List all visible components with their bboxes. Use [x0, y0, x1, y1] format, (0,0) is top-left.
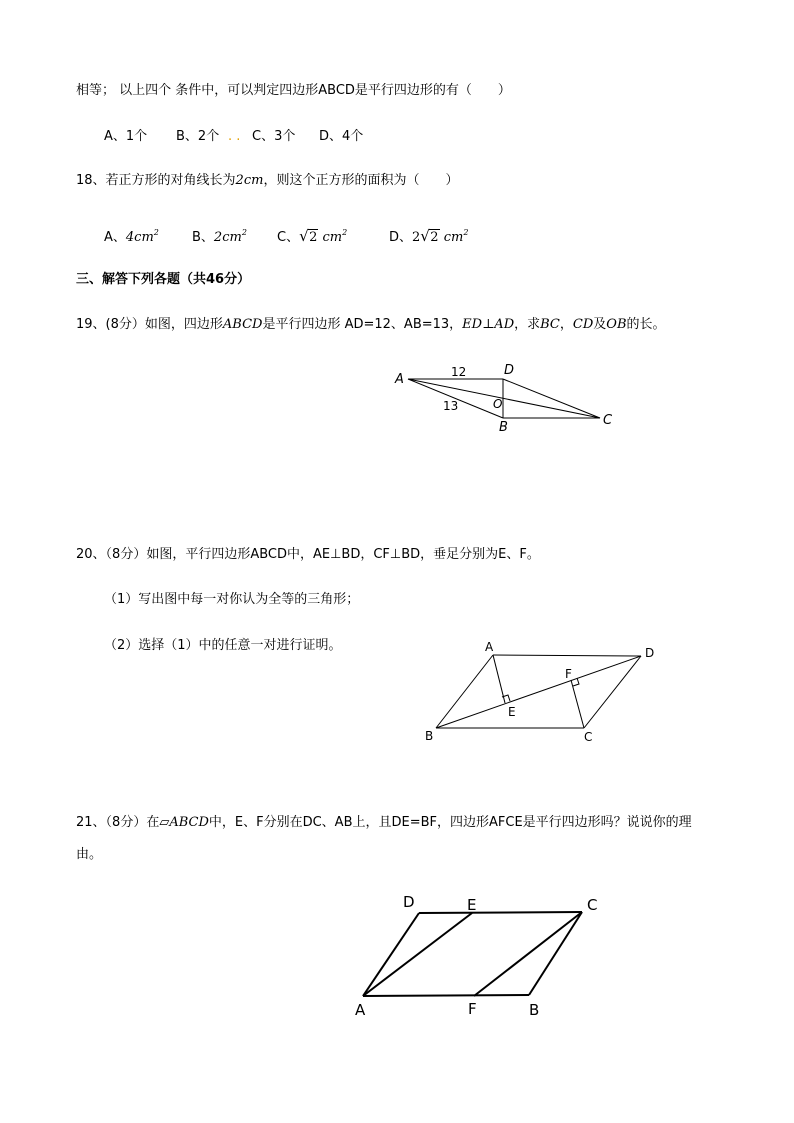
q19-length-ab: 13: [443, 399, 459, 413]
q19-shape: ABCD: [222, 317, 263, 332]
q19-length-ad: 12: [451, 365, 467, 379]
q21-side-ad: [363, 913, 419, 996]
q18-stem-b: ，则这个正方形的面积为（ ）: [263, 173, 459, 188]
q18-stem-value: 2cm: [235, 173, 264, 188]
q19-ob: OB: [606, 317, 627, 332]
q19-cd: CD: [572, 317, 594, 332]
q20-label-e: E: [508, 705, 516, 719]
q21-segment-fc: [474, 912, 582, 996]
q18-option-d-exp: 2: [463, 228, 469, 237]
q20-label-d: D: [645, 646, 655, 660]
q21-stem-end: 由。: [76, 847, 103, 862]
q21-side-cb: [529, 912, 582, 995]
q19-label-o: O: [493, 397, 503, 411]
q21-side-dc: [419, 912, 582, 913]
q21-segment-ae: [363, 913, 472, 996]
q19-sep2: 及: [593, 317, 607, 332]
q19-stem-b: 是平行四边形 AD=12、AB=13，: [262, 317, 463, 332]
q21-stem-a: 21、（8分）在: [76, 815, 160, 830]
q19-perp: ED⊥AD: [462, 317, 515, 332]
q20-label-b: B: [425, 729, 434, 743]
q18-option-a-label: A、: [104, 230, 126, 245]
q18-option-d-radicand: 2: [430, 230, 439, 245]
q18-option-b-exp: 2: [241, 228, 247, 237]
q18-option-c-unit: cm: [322, 230, 343, 245]
q18-stem-a: 18、若正方形的对角线长为: [76, 173, 236, 188]
q17-option-d: D、4个: [319, 129, 364, 144]
q18-option-c-label: C、: [277, 230, 300, 245]
q21-label-c: C: [587, 896, 598, 914]
q19-stem-d: 的长。: [626, 317, 666, 332]
q18-option-b-label: B、: [192, 230, 214, 245]
q21-side-ba: [363, 995, 529, 996]
q21-label-e: E: [467, 896, 477, 914]
q20-label-c: C: [584, 730, 593, 744]
q18-option-a-value: 4cm: [125, 230, 154, 245]
q19-stem-c: ，求: [514, 317, 541, 332]
q19-label-b: B: [499, 420, 508, 435]
q21-parallelogram: ▱ABCD: [159, 815, 209, 830]
q17-continuation: 相等； 以上四个 条件中，可以判定四边形ABCD是平行四边形的有（ ）: [76, 83, 511, 98]
q19-label-a: A: [395, 372, 404, 387]
q20-part1: （1）写出图中每一对你认为全等的三角形；: [104, 592, 360, 607]
q19-sep1: ，: [559, 317, 573, 332]
q21-stem-b: 中，E、F分别在DC、AB上，且DE=BF，四边形AFCE是平行四边形吗？说说你的理: [208, 815, 692, 830]
q18-option-c-exp: 2: [342, 228, 348, 237]
q19-label-d: D: [504, 363, 515, 378]
q18-option-d-unit: cm: [443, 230, 464, 245]
q21-label-f: F: [468, 1000, 477, 1018]
q20-part2: （2）选择（1）中的任意一对进行证明。: [104, 638, 342, 653]
q19-label-c: C: [603, 413, 613, 428]
q20-label-f: F: [565, 667, 572, 681]
q21-label-b: B: [529, 1001, 540, 1019]
q17-dots: . .: [228, 129, 241, 144]
q20-label-a: A: [485, 640, 494, 654]
q18-option-d-coef: 2: [412, 230, 421, 245]
q18-option-b-value: 2cm: [213, 230, 242, 245]
q21-label-a: A: [355, 1001, 366, 1019]
q17-option-b: B、2个: [176, 129, 220, 144]
q18-option-d-label: D、: [389, 230, 413, 245]
section-heading: 三、解答下列各题（共46分）: [76, 272, 251, 287]
q19-stem-a: 19、(8分）如图，四边形: [76, 317, 223, 332]
q18-option-a-exp: 2: [153, 228, 159, 237]
q21-label-d: D: [403, 893, 415, 911]
q17-option-c: C、3个: [252, 129, 296, 144]
q17-option-a: A、1个: [104, 129, 148, 144]
q18-option-c-radicand: 2: [309, 230, 318, 245]
q20-stem: 20、（8分）如图，平行四边形ABCD中，AE⊥BD，CF⊥BD，垂足分别为E、F。: [76, 547, 540, 562]
q19-bc: BC: [540, 317, 560, 332]
